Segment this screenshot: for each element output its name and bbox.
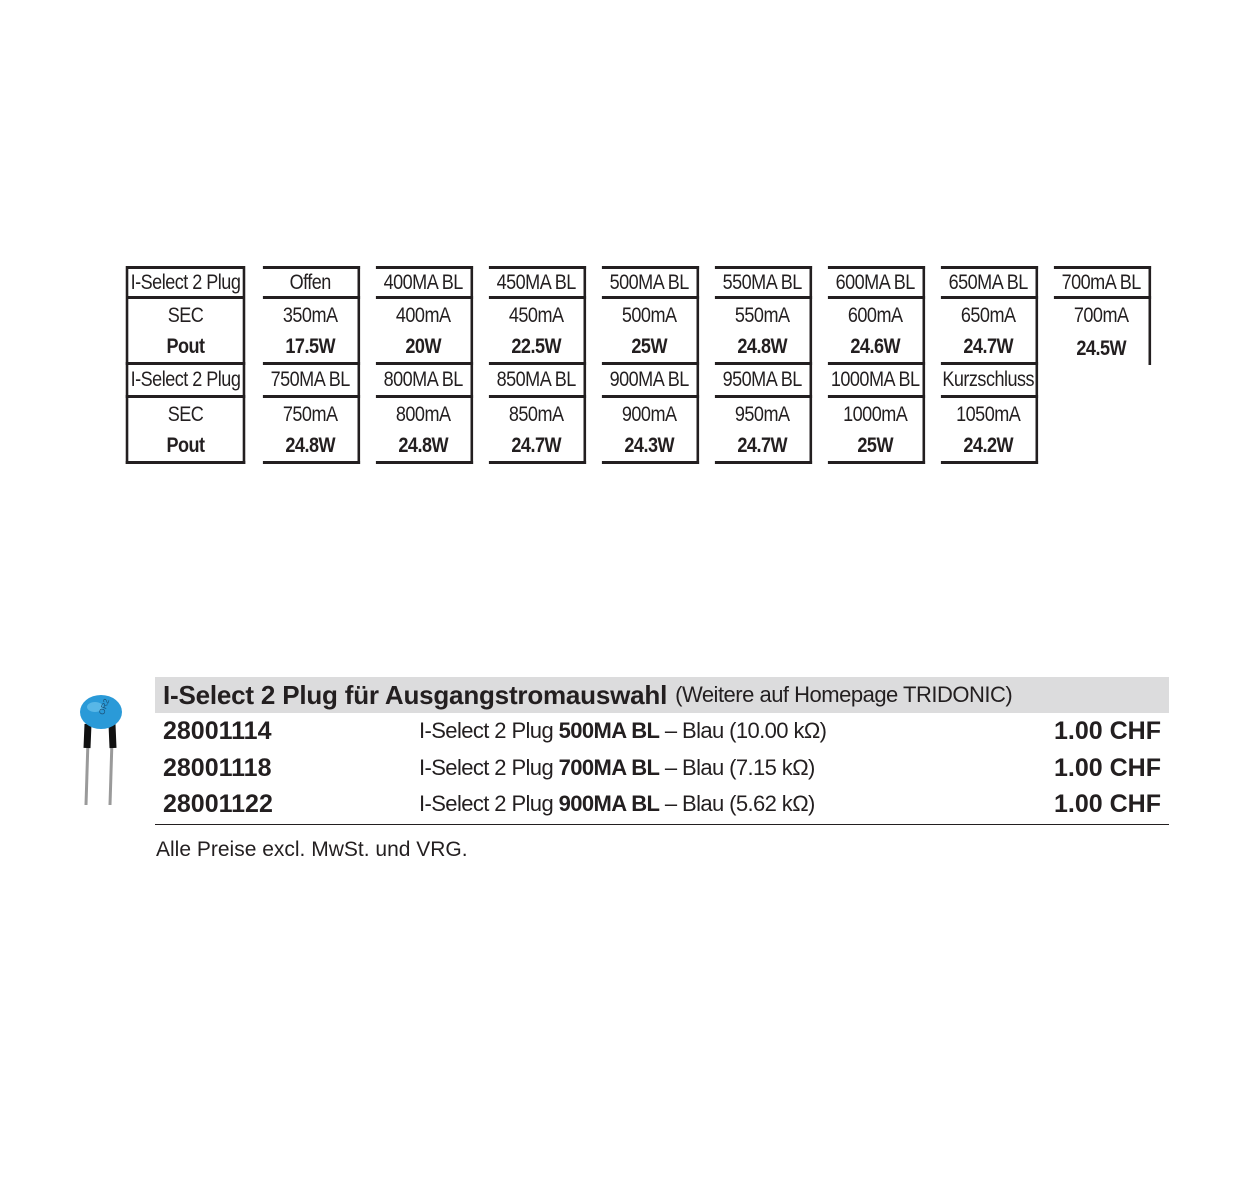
- product-note: (Weitere auf Homepage TRIDONIC): [675, 682, 1013, 707]
- table-cell: 850mA: [489, 398, 586, 431]
- table-cell: Offen: [263, 266, 360, 299]
- table-cell: 450mA: [489, 299, 586, 332]
- product-header: [155, 677, 1169, 713]
- table-cell: 22.5W: [489, 332, 586, 365]
- desc-suffix: – Blau (10.00 kΩ): [659, 718, 827, 743]
- table-cell: 24.7W: [715, 431, 812, 464]
- row-header: SEC: [126, 299, 246, 332]
- table-cell: 800mA: [376, 398, 473, 431]
- desc-bold: 700MA BL: [558, 754, 660, 780]
- table-cell: 25W: [602, 332, 699, 365]
- row-header: I-Select 2 Plug: [126, 365, 246, 398]
- table-cell: 24.8W: [376, 431, 473, 464]
- table-cell: 24.7W: [489, 431, 586, 464]
- table-cell: 25W: [828, 431, 925, 464]
- item-price: 1.00 CHF: [1054, 717, 1161, 745]
- table-cell: 550MA BL: [715, 266, 812, 299]
- table-cell: 500mA: [602, 299, 699, 332]
- table-cell: 24.7W: [941, 332, 1038, 365]
- table-cell: 800MA BL: [376, 365, 473, 398]
- article-number: 28001114: [163, 717, 272, 745]
- item-description: [419, 755, 815, 781]
- row-header: SEC: [126, 398, 246, 431]
- table-cell: 1050mA: [941, 398, 1038, 431]
- table-cell: 350mA: [263, 299, 360, 332]
- resistor-plug-icon: [78, 690, 128, 810]
- desc-bold: 900MA BL: [558, 791, 660, 816]
- desc-suffix: – Blau (5.62 kΩ): [659, 791, 815, 816]
- product-section: [155, 677, 1169, 825]
- table-row: [116, 266, 1159, 299]
- table-cell: 700mA BL: [1054, 266, 1151, 299]
- desc-bold: 500MA BL: [558, 718, 660, 743]
- price-footnote: Alle Preise excl. MwSt. und VRG.: [156, 838, 468, 861]
- table-cell: 950MA BL: [715, 365, 812, 398]
- table-cell: 900mA: [602, 398, 699, 431]
- table-cell: 950mA: [715, 398, 812, 431]
- item-description: [419, 791, 815, 817]
- table-cell: 600mA: [828, 299, 925, 332]
- table-cell: Kurzschluss: [941, 365, 1038, 398]
- table-cell: 700mA: [1054, 299, 1151, 332]
- table-cell: 750MA BL: [263, 365, 360, 398]
- item-description: [419, 718, 826, 744]
- divider: [155, 824, 1169, 825]
- table-cell: 20W: [376, 332, 473, 365]
- table-cell: 750mA: [263, 398, 360, 431]
- table-cell: 24.2W: [941, 431, 1038, 464]
- table-cell: 1000MA BL: [828, 365, 925, 398]
- spec-table: [116, 266, 1159, 464]
- product-title: I-Select 2 Plug für Ausgangstromauswahl: [163, 679, 668, 710]
- row-header: I-Select 2 Plug: [126, 266, 246, 299]
- list-item: [155, 713, 1169, 750]
- table-row: [116, 398, 1159, 431]
- table-row: [116, 365, 1159, 398]
- table-cell: 1000mA: [828, 398, 925, 431]
- row-header: Pout: [126, 431, 246, 464]
- item-price: 1.00 CHF: [1054, 790, 1161, 818]
- item-price: 1.00 CHF: [1054, 753, 1161, 782]
- table-cell: 650MA BL: [941, 266, 1038, 299]
- table-row: [116, 299, 1159, 332]
- table-cell: 24.6W: [828, 332, 925, 365]
- desc-prefix: I-Select 2 Plug: [419, 754, 559, 780]
- table-row: [116, 431, 1159, 464]
- table-cell: 24.3W: [602, 431, 699, 464]
- list-item: [155, 750, 1169, 787]
- table-cell: 400mA: [376, 299, 473, 332]
- table-cell: 900MA BL: [602, 365, 699, 398]
- svg-text:OR2: OR2: [97, 697, 112, 717]
- table-row: [116, 332, 1159, 365]
- table-cell: 550mA: [715, 299, 812, 332]
- table-cell: 17.5W: [263, 332, 360, 365]
- table-cell: 24.8W: [263, 431, 360, 464]
- table-cell: 24.8W: [715, 332, 812, 365]
- article-number: 28001118: [163, 753, 272, 782]
- table-cell: 600MA BL: [828, 266, 925, 299]
- table-cell: 500MA BL: [602, 266, 699, 299]
- table-cell: 450MA BL: [489, 266, 586, 299]
- article-number: 28001122: [163, 790, 273, 818]
- desc-prefix: I-Select 2 Plug: [419, 791, 559, 816]
- desc-suffix: – Blau (7.15 kΩ): [659, 754, 815, 780]
- list-item: [155, 786, 1169, 823]
- table-cell: 24.5W: [1054, 332, 1151, 365]
- desc-prefix: I-Select 2 Plug: [419, 718, 559, 743]
- row-header: Pout: [126, 332, 246, 365]
- table-cell: 400MA BL: [376, 266, 473, 299]
- table-cell: 850MA BL: [489, 365, 586, 398]
- table-cell: 650mA: [941, 299, 1038, 332]
